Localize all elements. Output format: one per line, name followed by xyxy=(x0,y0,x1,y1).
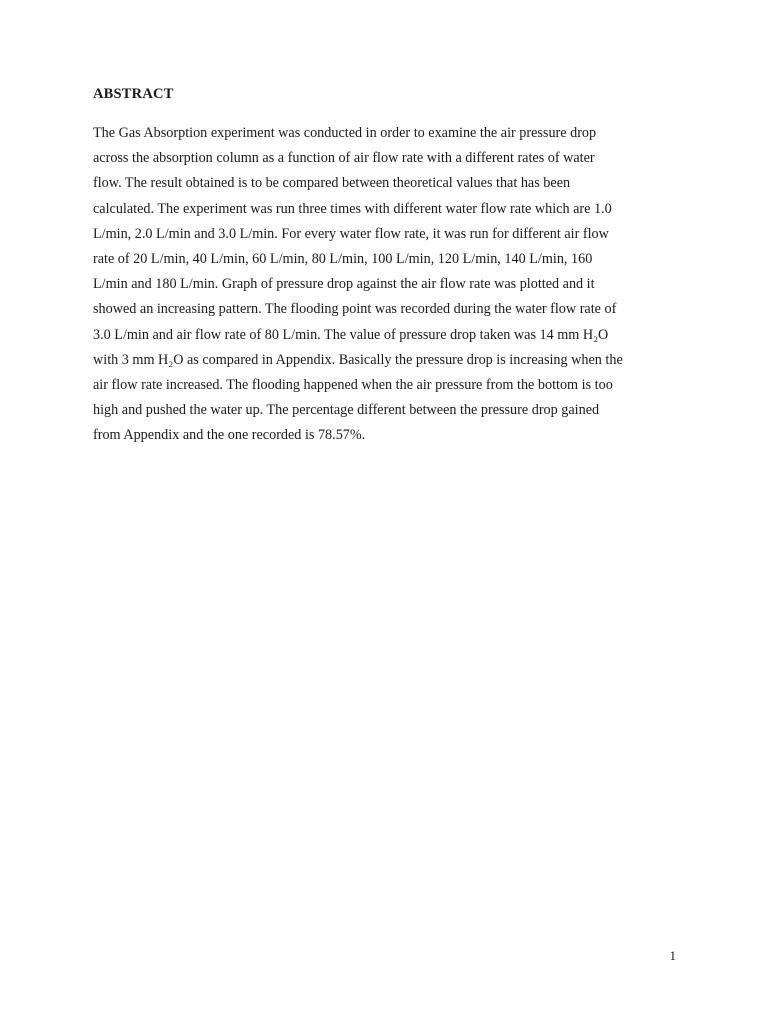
abstract-paragraph xyxy=(93,121,675,448)
abstract-line-10: with 3 mm H₂O as compared in Appendix. Basically the pressure drop is increasing when the xyxy=(93,351,623,368)
abstract-line-12: high and pushed the water up. The percentage different between the pressure drop gained xyxy=(93,402,600,419)
abstract-line-2: across the absorption column as a function of air flow rate with a different rates of water xyxy=(93,150,595,167)
abstract-line-11: air flow rate increased. The flooding happened when the air pressure from the bottom is too xyxy=(93,376,613,393)
abstract-line-4: calculated. The experiment was run three times with different water flow rate which are 1.0 xyxy=(93,200,612,217)
abstract-line-8: showed an increasing pattern. The flooding point was recorded during the water flow rate of xyxy=(93,301,617,318)
abstract-line-6: rate of 20 L/min, 40 L/min, 60 L/min, 80 L/min, 100 L/min, 120 L/min, 140 L/min, 160 xyxy=(93,250,593,267)
abstract-heading: ABSTRACT xyxy=(93,86,174,102)
abstract-line-7: L/min and 180 L/min. Graph of pressure drop against the air flow rate was plotted and it xyxy=(93,276,595,293)
abstract-line-13: from Appendix and the one recorded is 78.57%. xyxy=(93,427,366,444)
abstract-line-9: 3.0 L/min and air flow rate of 80 L/min. The value of pressure drop taken was 14 mm H₂O xyxy=(93,326,609,343)
abstract-line-1: The Gas Absorption experiment was conducted in order to examine the air pressure drop xyxy=(93,125,597,141)
page-number: 1 xyxy=(669,948,676,963)
abstract-line-3: flow. The result obtained is to be compared between theoretical values that has been xyxy=(93,175,571,192)
abstract-line-5: L/min, 2.0 L/min and 3.0 L/min. For every water flow rate, it was run for different air flow xyxy=(93,225,609,242)
